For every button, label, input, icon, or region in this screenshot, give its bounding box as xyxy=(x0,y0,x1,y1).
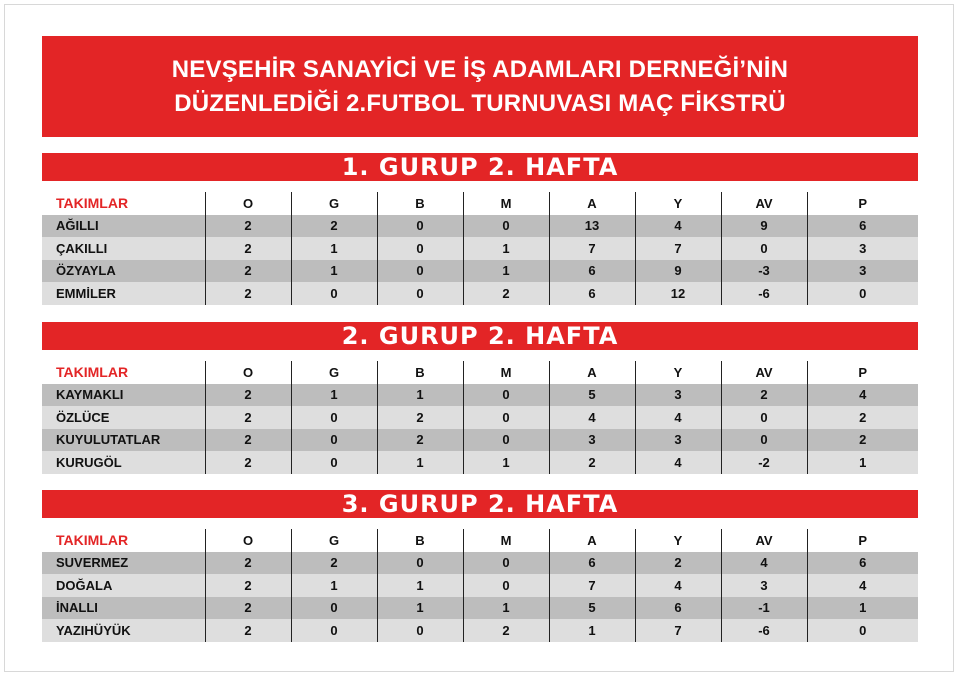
stat-cell: 5 xyxy=(549,384,635,407)
table-row xyxy=(42,619,918,642)
column-header: TAKIMLAR xyxy=(56,364,129,381)
group-1-standings-table xyxy=(42,192,918,305)
stat-cell: 6 xyxy=(807,552,918,575)
page-title-line-1: NEVŞEHİR SANAYİCİ VE İŞ ADAMLARI DERNEĞİ’NİN xyxy=(171,55,789,83)
stat-cell: 2 xyxy=(205,451,291,474)
stat-cell: 2 xyxy=(205,597,291,620)
team-name-cell: ÖZLÜCE xyxy=(56,409,110,425)
group-1-header: 1. GURUP 2. HAFTA xyxy=(42,153,918,181)
stat-cell: 2 xyxy=(205,260,291,283)
stat-cell: 2 xyxy=(549,451,635,474)
stat-cell: 3 xyxy=(807,260,918,283)
table-row xyxy=(42,260,918,283)
stat-cell: 1 xyxy=(377,451,463,474)
stat-cell: 2 xyxy=(377,429,463,452)
stat-cell: 4 xyxy=(807,384,918,407)
stat-cell: 1 xyxy=(377,384,463,407)
column-header: G xyxy=(291,529,377,552)
group-3-header: 3. GURUP 2. HAFTA xyxy=(42,490,918,518)
table-row xyxy=(42,552,918,575)
stat-cell: 6 xyxy=(549,552,635,575)
team-name-cell: DOĞALA xyxy=(56,577,113,593)
stat-cell: 0 xyxy=(463,552,549,575)
stat-cell: 4 xyxy=(635,451,721,474)
stat-cell: 0 xyxy=(291,282,377,305)
team-name-cell: İNALLI xyxy=(56,600,98,616)
stat-cell: -6 xyxy=(721,619,807,642)
stat-cell: 3 xyxy=(549,429,635,452)
table-row xyxy=(42,215,918,238)
stat-cell: 2 xyxy=(635,552,721,575)
team-name-cell: KURUGÖL xyxy=(56,454,122,470)
stat-cell: 1 xyxy=(463,451,549,474)
stat-cell: 1 xyxy=(291,237,377,260)
stat-cell: 0 xyxy=(377,215,463,238)
column-header: B xyxy=(377,192,463,215)
stat-cell: 1 xyxy=(291,574,377,597)
column-header: A xyxy=(549,529,635,552)
stat-cell: 2 xyxy=(291,215,377,238)
stat-cell: 1 xyxy=(463,260,549,283)
table-row xyxy=(42,406,918,429)
stat-cell: 2 xyxy=(205,237,291,260)
stat-cell: 9 xyxy=(721,215,807,238)
stat-cell: 2 xyxy=(205,429,291,452)
page-title-banner xyxy=(42,36,918,137)
column-header: B xyxy=(377,529,463,552)
stat-cell: 7 xyxy=(549,574,635,597)
stat-cell: 2 xyxy=(807,429,918,452)
stat-cell: 2 xyxy=(291,552,377,575)
stat-cell: 0 xyxy=(463,215,549,238)
stat-cell: 2 xyxy=(205,215,291,238)
stat-cell: 2 xyxy=(205,384,291,407)
stat-cell: 3 xyxy=(635,429,721,452)
stat-cell: -1 xyxy=(721,597,807,620)
column-header: G xyxy=(291,192,377,215)
column-header: Y xyxy=(635,529,721,552)
stat-cell: 1 xyxy=(549,619,635,642)
stat-cell: 2 xyxy=(721,384,807,407)
stat-cell: -2 xyxy=(721,451,807,474)
table-row xyxy=(42,384,918,407)
stat-cell: 0 xyxy=(463,574,549,597)
stat-cell: 0 xyxy=(291,451,377,474)
stat-cell: 6 xyxy=(549,282,635,305)
stat-cell: 3 xyxy=(807,237,918,260)
stat-cell: 0 xyxy=(463,406,549,429)
stat-cell: 0 xyxy=(463,429,549,452)
stat-cell: 0 xyxy=(291,429,377,452)
column-header: P xyxy=(807,529,918,552)
stat-cell: 1 xyxy=(377,597,463,620)
stat-cell: 2 xyxy=(205,552,291,575)
stat-cell: 1 xyxy=(463,597,549,620)
column-header: Y xyxy=(635,192,721,215)
column-header: G xyxy=(291,361,377,384)
stat-cell: 0 xyxy=(377,619,463,642)
table-row xyxy=(42,237,918,260)
team-name-cell: KUYULUTATLAR xyxy=(56,432,161,448)
stat-cell: 1 xyxy=(377,574,463,597)
column-header: AV xyxy=(721,529,807,552)
stat-cell: 2 xyxy=(205,574,291,597)
stat-cell: 0 xyxy=(377,237,463,260)
team-name-cell: ÇAKILLI xyxy=(56,240,108,256)
stat-cell: 4 xyxy=(635,574,721,597)
stat-cell: 7 xyxy=(635,619,721,642)
team-name-cell: ÖZYAYLA xyxy=(56,263,116,279)
column-header: Y xyxy=(635,361,721,384)
table-header-row xyxy=(42,361,918,384)
stat-cell: 0 xyxy=(463,384,549,407)
stat-cell: 3 xyxy=(721,574,807,597)
stat-cell: 0 xyxy=(291,597,377,620)
stat-cell: 0 xyxy=(291,619,377,642)
stat-cell: 4 xyxy=(807,574,918,597)
team-name-cell: KAYMAKLI xyxy=(56,387,124,403)
team-name-cell: AĞILLI xyxy=(56,218,99,234)
stat-cell: 0 xyxy=(377,552,463,575)
column-header: TAKIMLAR xyxy=(56,195,129,212)
column-header: O xyxy=(205,529,291,552)
column-header: A xyxy=(549,361,635,384)
group-3-standings-table xyxy=(42,529,918,642)
column-header: O xyxy=(205,192,291,215)
table-row xyxy=(42,282,918,305)
team-name-cell: SUVERMEZ xyxy=(56,555,129,571)
stat-cell: 0 xyxy=(807,282,918,305)
table-row xyxy=(42,597,918,620)
stat-cell: 0 xyxy=(377,260,463,283)
column-header: TAKIMLAR xyxy=(56,532,129,549)
stat-cell: 0 xyxy=(721,429,807,452)
table-row xyxy=(42,429,918,452)
stat-cell: 6 xyxy=(807,215,918,238)
stat-cell: 4 xyxy=(635,215,721,238)
page-title-line-2: DÜZENLEDİĞİ 2.FUTBOL TURNUVASI MAÇ FİKSTRÜ xyxy=(174,89,786,117)
stat-cell: 12 xyxy=(635,282,721,305)
stat-cell: -6 xyxy=(721,282,807,305)
stat-cell: 13 xyxy=(549,215,635,238)
table-row xyxy=(42,451,918,474)
group-2-standings-table xyxy=(42,361,918,474)
column-header: O xyxy=(205,361,291,384)
stat-cell: 1 xyxy=(291,260,377,283)
stat-cell: 6 xyxy=(549,260,635,283)
stat-cell: 2 xyxy=(807,406,918,429)
column-header: A xyxy=(549,192,635,215)
stat-cell: 2 xyxy=(377,406,463,429)
stat-cell: -3 xyxy=(721,260,807,283)
team-name-cell: EMMİLER xyxy=(56,285,116,301)
stat-cell: 4 xyxy=(549,406,635,429)
stat-cell: 0 xyxy=(377,282,463,305)
stat-cell: 5 xyxy=(549,597,635,620)
stat-cell: 1 xyxy=(463,237,549,260)
stat-cell: 3 xyxy=(635,384,721,407)
stat-cell: 4 xyxy=(721,552,807,575)
stat-cell: 7 xyxy=(549,237,635,260)
stat-cell: 2 xyxy=(205,282,291,305)
stat-cell: 4 xyxy=(635,406,721,429)
table-row xyxy=(42,574,918,597)
column-header: P xyxy=(807,361,918,384)
stat-cell: 1 xyxy=(807,451,918,474)
column-header: M xyxy=(463,529,549,552)
stat-cell: 0 xyxy=(807,619,918,642)
column-header: M xyxy=(463,192,549,215)
stat-cell: 9 xyxy=(635,260,721,283)
stat-cell: 2 xyxy=(463,619,549,642)
column-header: AV xyxy=(721,361,807,384)
column-header: M xyxy=(463,361,549,384)
table-header-row xyxy=(42,192,918,215)
stat-cell: 0 xyxy=(721,237,807,260)
stat-cell: 7 xyxy=(635,237,721,260)
stat-cell: 2 xyxy=(205,406,291,429)
stat-cell: 0 xyxy=(721,406,807,429)
stat-cell: 1 xyxy=(291,384,377,407)
table-header-row xyxy=(42,529,918,552)
stat-cell: 2 xyxy=(205,619,291,642)
stat-cell: 0 xyxy=(291,406,377,429)
column-header: AV xyxy=(721,192,807,215)
column-header: B xyxy=(377,361,463,384)
stat-cell: 1 xyxy=(807,597,918,620)
stat-cell: 6 xyxy=(635,597,721,620)
team-name-cell: YAZIHÜYÜK xyxy=(56,622,131,638)
stat-cell: 2 xyxy=(463,282,549,305)
column-header: P xyxy=(807,192,918,215)
group-2-header: 2. GURUP 2. HAFTA xyxy=(42,322,918,350)
